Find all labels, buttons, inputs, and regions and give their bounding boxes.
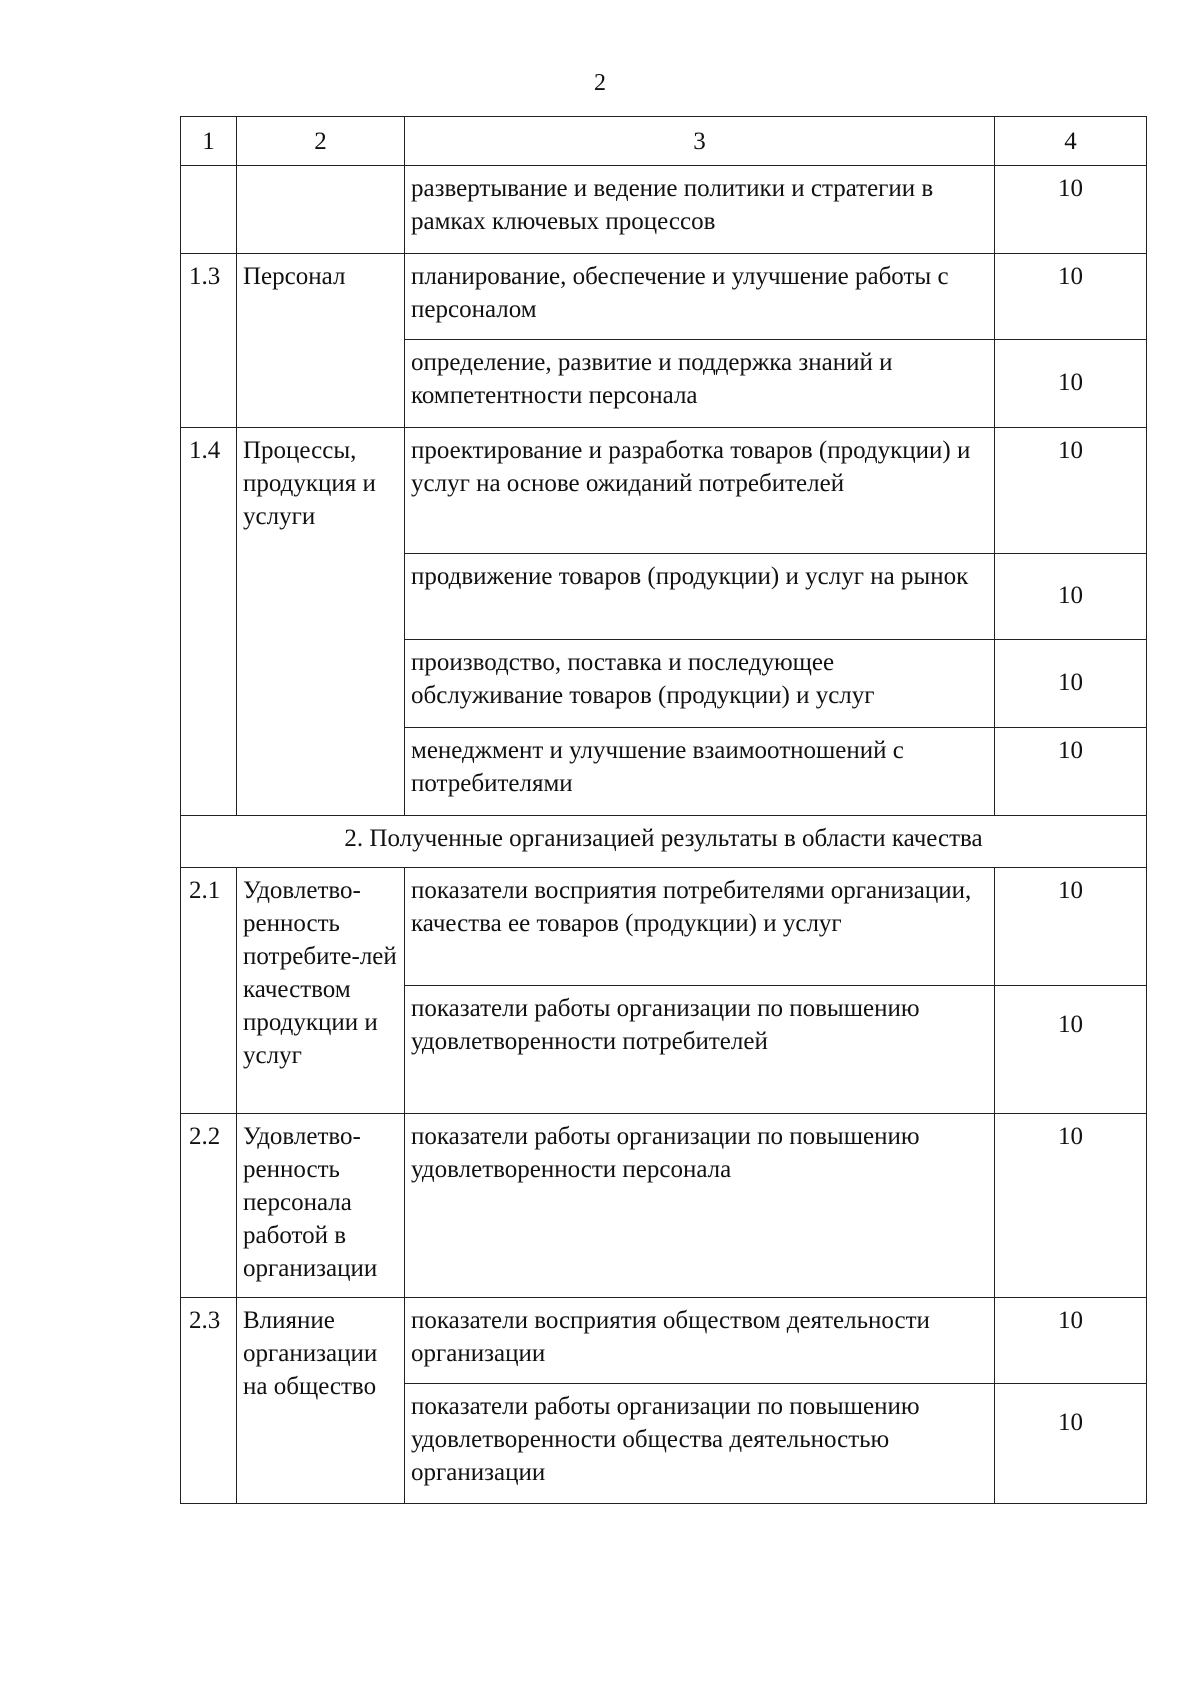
table-row <box>181 428 1147 554</box>
header-col-2: 2 <box>237 117 405 166</box>
criterion-text: показатели работы организации по повышению удовлетворенности персонала <box>405 1114 995 1298</box>
criterion-score: 10 <box>995 640 1147 728</box>
criterion-name: Процессы, продукция и услуги <box>237 428 405 816</box>
criteria-table <box>180 116 1147 1504</box>
header-col-1: 1 <box>181 117 237 166</box>
row-number-cell <box>181 166 237 254</box>
criterion-text: планирование, обеспечение и улучшение работы с персоналом <box>405 254 995 340</box>
header-col-4: 4 <box>995 117 1147 166</box>
criterion-text: показатели восприятия потребителями организации, качества ее товаров (продукции) и услуг <box>405 868 995 986</box>
section-row <box>181 816 1147 868</box>
row-number: 2.2 <box>181 1114 237 1298</box>
row-number: 2.1 <box>181 868 237 1114</box>
page-number: 2 <box>594 70 606 96</box>
criterion-text: производство, поставка и последующее обслуживание товаров (продукции) и услуг <box>405 640 995 728</box>
table-row <box>181 166 1147 254</box>
criterion-text: развертывание и ведение политики и стратегии в рамках ключевых процессов <box>405 166 995 254</box>
criterion-score: 10 <box>995 340 1147 428</box>
criterion-score: 10 <box>995 166 1147 254</box>
row-number: 1.4 <box>181 428 237 816</box>
row-number: 1.3 <box>181 254 237 428</box>
criterion-score: 10 <box>995 1114 1147 1298</box>
criterion-score: 10 <box>995 1298 1147 1384</box>
criterion-text: продвижение товаров (продукции) и услуг на рынок <box>405 554 995 640</box>
criterion-name: Удовлетво-ренность потребите-лей качеством продукции и услуг <box>237 868 405 1114</box>
criterion-name: Удовлетво-ренность персонала работой в организации <box>237 1114 405 1298</box>
table-row <box>181 868 1147 986</box>
criterion-score: 10 <box>995 1384 1147 1504</box>
table-row <box>181 1114 1147 1298</box>
criterion-score: 10 <box>995 254 1147 340</box>
criterion-score: 10 <box>995 554 1147 640</box>
header-row <box>181 117 1147 166</box>
section-heading: 2. Полученные организацией результаты в области качества <box>181 816 1147 868</box>
criterion-text: показатели восприятия обществом деятельности организации <box>405 1298 995 1384</box>
criterion-name: Влияние организации на общество <box>237 1298 405 1504</box>
criterion-text: менеджмент и улучшение взаимоотношений с потребителями <box>405 728 995 816</box>
criterion-text: определение, развитие и поддержка знаний и компетентности персонала <box>405 340 995 428</box>
criterion-score: 10 <box>995 728 1147 816</box>
row-number: 2.3 <box>181 1298 237 1504</box>
criterion-name-cell <box>237 166 405 254</box>
header-col-3: 3 <box>405 117 995 166</box>
criterion-score: 10 <box>995 428 1147 554</box>
table-row <box>181 254 1147 340</box>
criterion-text: проектирование и разработка товаров (продукции) и услуг на основе ожиданий потребителей <box>405 428 995 554</box>
criterion-text: показатели работы организации по повышению удовлетворенности потребителей <box>405 986 995 1114</box>
criterion-score: 10 <box>995 868 1147 986</box>
criterion-name: Персонал <box>237 254 405 428</box>
criterion-score: 10 <box>995 986 1147 1114</box>
table-row <box>181 1298 1147 1384</box>
criterion-text: показатели работы организации по повышению удовлетворенности общества деятельностью организации <box>405 1384 995 1504</box>
